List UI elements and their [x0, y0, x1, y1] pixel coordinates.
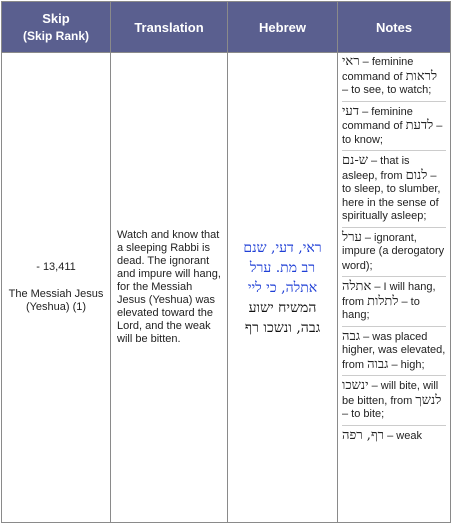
note-item: ראי – feminine command of לראות – to see, to watch;	[342, 55, 446, 102]
skip-cell	[2, 53, 111, 523]
header-skip	[2, 2, 111, 53]
header-translation: Translation	[111, 2, 228, 53]
header-notes: Notes	[338, 2, 451, 53]
header-skip-label: Skip	[42, 11, 70, 26]
note-item: דעי – feminine command of לדעת – to know;	[342, 105, 446, 152]
skip-label: The Messiah Jesus (Yeshua) (1)	[8, 288, 104, 313]
notes-cell	[338, 53, 451, 523]
note-item: אתלה – I will hang, from לתלות – to hang;	[342, 280, 446, 327]
hebrew-text-black: המשיח ישוע גבה, ונשכו רף	[244, 299, 321, 336]
header-skip-rank: (Skip Rank)	[22, 29, 89, 43]
skip-table	[1, 1, 451, 523]
note-item: ש-נם – that is asleep, from לנום – to sleep, to slumber, here in the sense of spiritually asleep;	[342, 154, 446, 228]
hebrew-text-blue: ראי, דעי, שנם רב מת. ערל אתלה, כי ליי	[243, 239, 322, 296]
note-item: ינשכו – will bite, will be bitten, from לנשך – to bite;	[342, 379, 446, 426]
header-hebrew: Hebrew	[228, 2, 338, 53]
header-row	[2, 2, 451, 53]
skip-value: - 13,411	[36, 261, 76, 273]
note-item: גבה – was placed higher, was elevated, from גבוה – high;	[342, 330, 446, 377]
hebrew-cell	[228, 53, 338, 523]
translation-cell: Watch and know that a sleeping Rabbi is dead. The ignorant and impure will hang, for the Messiah Jesus (Yeshua) was elevated toward the Lord, and the weak will be bitten.	[111, 53, 228, 523]
note-item: רף, רפה – weak	[342, 427, 422, 443]
note-item: ערל – ignorant, impure (a derogatory word);	[342, 231, 446, 278]
table-row	[2, 53, 451, 523]
